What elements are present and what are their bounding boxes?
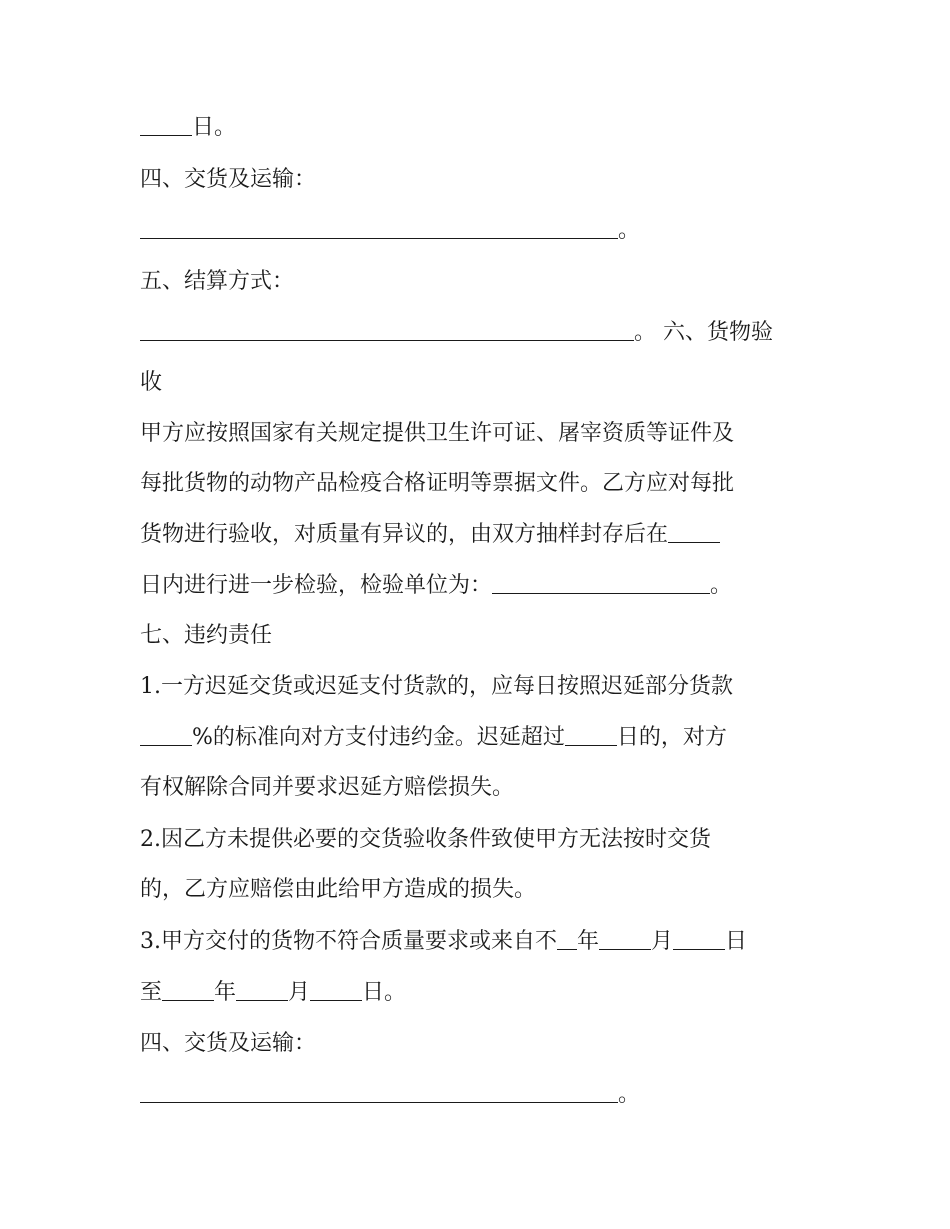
text-line	[140, 366, 820, 400]
text-line	[140, 670, 820, 704]
text-line	[140, 467, 820, 501]
text-segment: 。	[618, 1082, 641, 1107]
text-segment: 日。	[192, 115, 237, 140]
section-heading	[140, 1027, 820, 1061]
text-line	[140, 214, 820, 248]
section-heading	[140, 265, 820, 299]
text-line	[140, 823, 820, 857]
text-line	[140, 1078, 820, 1112]
blank-underline	[140, 113, 192, 136]
blank-underline	[673, 927, 725, 950]
blank-underline	[140, 1080, 618, 1103]
blank-underline	[140, 723, 192, 746]
text-segment: 四、交货及运输：	[140, 1031, 317, 1056]
blank-underline	[557, 927, 577, 950]
text-segment: 月	[288, 980, 311, 1005]
text-segment: 收	[140, 370, 163, 395]
text-segment: 年	[577, 929, 600, 954]
text-segment: 每批货物的动物产品检疫合格证明等票据文件。乙方应对每批	[140, 471, 735, 496]
text-line	[140, 925, 820, 959]
blank-underline	[140, 318, 634, 341]
text-line	[140, 569, 820, 603]
text-segment: 的，乙方应赔偿由此给甲方造成的损失。	[140, 877, 537, 902]
text-segment: 甲方应按照国家有关规定提供卫生许可证、屠宰资质等证件及	[140, 421, 735, 446]
text-segment: 。	[710, 573, 733, 598]
text-segment: 五、结算方式：	[140, 269, 295, 294]
text-segment: 月	[651, 929, 674, 954]
text-segment: 年	[214, 980, 237, 1005]
blank-underline	[236, 978, 288, 1001]
text-segment: 日的，对方	[616, 725, 727, 750]
text-segment: 2.因乙方未提供必要的交货验收条件致使甲方无法按时交货	[140, 827, 711, 852]
blank-underline	[162, 978, 214, 1001]
blank-underline	[668, 520, 720, 543]
text-line	[140, 417, 820, 451]
text-line	[140, 976, 820, 1010]
text-line	[140, 518, 820, 552]
text-line	[140, 111, 820, 145]
text-segment: 四、交货及运输：	[140, 167, 317, 192]
text-line	[140, 873, 820, 907]
text-segment: 货物进行验收，对质量有异议的，由双方抽样封存后在	[140, 522, 669, 547]
text-segment: 日。	[362, 980, 407, 1005]
text-segment: %的标准向对方支付违约金。迟延超过	[192, 725, 565, 750]
text-segment: 。	[618, 218, 641, 243]
text-segment: 。 六、货物验	[634, 320, 773, 345]
blank-underline	[492, 571, 710, 594]
section-heading	[140, 163, 820, 197]
text-segment: 至	[140, 980, 163, 1005]
text-line	[140, 771, 820, 805]
blank-underline	[565, 723, 617, 746]
text-segment: 七、违约责任	[140, 623, 273, 648]
blank-underline	[310, 978, 362, 1001]
text-segment: 3.甲方交付的货物不符合质量要求或来自不	[140, 929, 557, 954]
text-segment: 日	[725, 929, 748, 954]
text-line	[140, 721, 820, 755]
section-heading	[140, 619, 820, 653]
text-line	[140, 316, 820, 350]
blank-underline	[140, 216, 618, 239]
text-segment: 1.一方迟延交货或迟延支付货款的，应每日按照迟延部分货款	[140, 674, 733, 699]
blank-underline	[599, 927, 651, 950]
text-segment: 有权解除合同并要求迟延方赔偿损失。	[140, 775, 515, 800]
text-segment: 日内进行进一步检验，检验单位为：	[140, 573, 493, 598]
